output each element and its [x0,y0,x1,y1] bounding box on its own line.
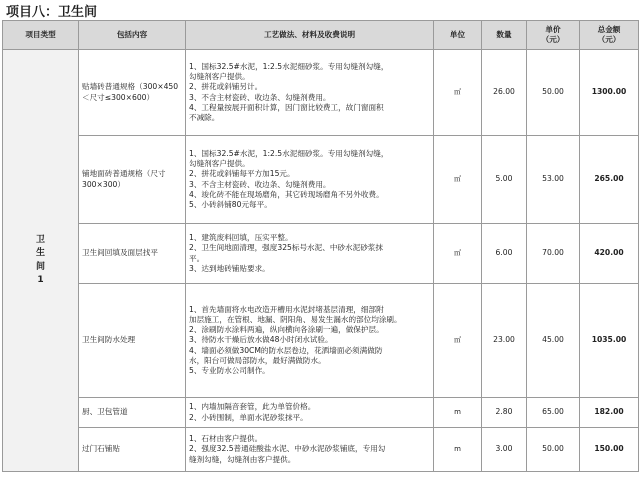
total-cell: 182.00 [580,398,639,428]
header-price [527,21,580,50]
desc-line: 2、拼花或斜铺每平方加15元。 [189,169,295,179]
unit-cell: ㎡ [434,136,482,224]
price-cell: 50.00 [527,50,580,136]
header-qty: 数量 [482,21,527,50]
price-cell: 65.00 [527,398,580,428]
desc-line: 3、不含主材瓷砖、收边条、勾缝剂费用。 [189,92,331,102]
content-cell: 厨、卫包管道 [79,398,186,428]
desc-line: 1、首先墙面将水电改造开槽用水泥封堵基层清理，细部附 [189,305,384,315]
quotation-table [2,20,639,472]
desc-line: 1、国标32.5#水泥，1:2.5水泥细砂浆。专用勾缝剂勾缝， [189,149,389,159]
desc-line: 2、拼花或斜铺另计。 [189,82,263,92]
desc-line: 勾缝剂客户提供。 [189,72,250,82]
qty-cell: 6.00 [482,224,527,284]
desc-line: 2、强度32.5普通硅酸盐水泥、中砂水泥砂浆铺底，专用勾 [189,444,386,454]
category-cell [3,50,79,472]
qty-cell: 3.00 [482,428,527,472]
desc-line: 1、建筑废料回填，压实平整。 [189,233,293,243]
table-row [3,224,639,284]
desc-line: 平。 [189,253,205,263]
desc-line: 2、卫生间地面清理，强度325标号水泥、中砂水泥砂浆抹 [189,243,383,253]
desc-line: 3、待防水干燥后放水做48小时闭水试验。 [189,335,333,345]
header-price-unit: （元） [541,35,565,44]
desc-line: 水，阳台可做局部防水，最好满做防水。 [189,355,326,365]
header-total [580,21,639,50]
desc-cell [186,428,434,472]
desc-line: 加层施工，在管根、地漏、阴阳角、易发生漏水的部位均涂刷。 [189,315,402,325]
content-cell: 卫生间回填及面层找平 [79,224,186,284]
header-row [3,21,639,50]
unit-cell: m [434,398,482,428]
unit-cell: ㎡ [434,284,482,398]
content-cell: 过门石铺贴 [79,428,186,472]
table-row [3,428,639,472]
desc-line: 3、不含主材瓷砖、收边条、勾缝剂费用。 [189,179,331,189]
total-cell: 1300.00 [580,50,639,136]
desc-line: 1、国标32.5#水泥，1:2.5水泥细砂浆。专用勾缝剂勾缝， [189,62,389,72]
header-content: 包括内容 [79,21,186,50]
desc-line: 5、专业防水公司制作。 [189,365,270,375]
qty-cell: 23.00 [482,284,527,398]
table-row [3,284,639,398]
category-number: 1 [37,274,44,285]
desc-line: 4、竣化砖不能在现场磨角，其它砖现场磨角不另外收费。 [189,189,384,199]
desc-line: 1、内墙加隔音套管，此为单管价格。 [189,402,316,412]
price-cell: 53.00 [527,136,580,224]
desc-line: 2、涂刷防水涂料两遍，纵向横向各涂刷一遍，做保护层。 [189,325,384,335]
content-cell: 卫生间防水处理 [79,284,186,398]
content-cell: 贴墙砖普通规格（300×450＜尺寸≤300×600） [79,50,186,136]
header-desc: 工艺做法、材料及收费说明 [186,21,434,50]
header-total-unit: （元） [597,35,621,44]
unit-cell: ㎡ [434,224,482,284]
header-unit: 单位 [434,21,482,50]
desc-line: 勾缝剂客户提供。 [189,159,250,169]
desc-line: 3、达到地砖铺贴要求。 [189,263,270,273]
category-char: 间 [35,261,45,272]
page-title: 项目八：卫生间 [6,4,98,20]
desc-cell [186,50,434,136]
total-cell: 265.00 [580,136,639,224]
table-row [3,398,639,428]
header-price-label: 单价 [545,24,561,34]
desc-cell [186,136,434,224]
header-type: 项目类型 [3,21,79,50]
price-cell: 70.00 [527,224,580,284]
total-cell: 420.00 [580,224,639,284]
total-cell: 1035.00 [580,284,639,398]
desc-line: 4、墙面必须做30CM的防水层卷边，花洒墙面必须满做防 [189,345,383,355]
table-row [3,136,639,224]
unit-cell: m [434,428,482,472]
desc-line: 缝剂勾缝，勾缝剂由客户提供。 [189,454,296,464]
desc-line: 4、工程量按展开面积计算，因门窗比较费工，故门窗面积 [189,102,384,112]
desc-cell [186,398,434,428]
price-cell: 45.00 [527,284,580,398]
desc-cell [186,284,434,398]
content-cell: 铺地面砖普通规格（尺寸300×300） [79,136,186,224]
table-row [3,50,639,136]
desc-line: 2、小砖围制，单面水泥砂浆抹平。 [189,412,308,422]
desc-line: 不减除。 [189,112,220,122]
qty-cell: 5.00 [482,136,527,224]
header-total-label: 总金额 [597,24,621,34]
desc-line: 5、小砖斜铺80元每平。 [189,199,272,209]
price-cell: 50.00 [527,428,580,472]
unit-cell: ㎡ [434,50,482,136]
desc-cell [186,224,434,284]
qty-cell: 26.00 [482,50,527,136]
category-char: 卫 [35,235,45,246]
total-cell: 150.00 [580,428,639,472]
qty-cell: 2.80 [482,398,527,428]
desc-line: 1、石材由客户提供。 [189,434,263,444]
category-char: 生 [35,248,45,259]
